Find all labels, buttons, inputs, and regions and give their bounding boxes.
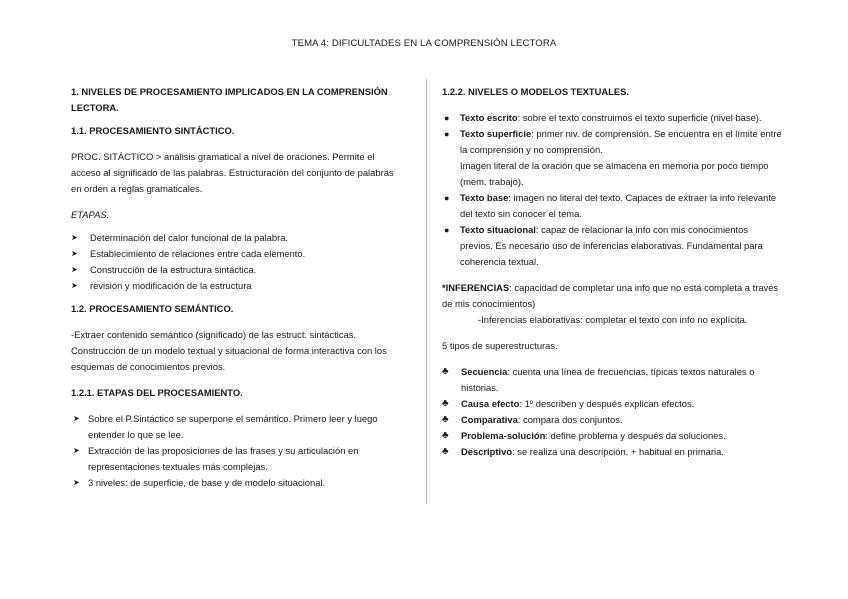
document-title: TEMA 4: DIFICULTADES EN LA COMPRENSIÓN LECTORA [291, 38, 557, 49]
arrow-bullet-icon: ➤ [71, 265, 78, 274]
heading-1-1: 1.1. PROCESAMIENTO SINTÁCTICO. [71, 125, 235, 136]
niveles-list [442, 110, 782, 270]
arrow-bullet-icon: ➤ [71, 249, 78, 258]
bullet-dot-icon: ● [444, 225, 450, 235]
heading-1-2-2: 1.2.2. NIVELES O MODELOS TEXTUALES. [442, 86, 630, 97]
club-bullet-icon: ♣ [442, 398, 449, 409]
list-item: ➤ 3 niveles: de superficie, de base y de modelo situacional. [71, 475, 404, 491]
arrow-bullet-icon: ➤ [73, 446, 80, 455]
list-item: ➤ Extracción de las proposiciones de las frases y su articulación en representaciones textuales más complejas. [73, 445, 359, 472]
list-item: ♣ Secuencia: cuenta una línea de frecuencias, típicas textos naturales o historias. [442, 366, 755, 393]
list-item: ➤ Construcción de la estructura sintáctica. [71, 262, 404, 278]
superestructuras-list [442, 364, 782, 460]
heading-1: 1. NIVELES DE PROCESAMIENTO IMPLICADOS EN LA COMPRENSIÓN LECTORA. [71, 86, 388, 113]
paragraph-sintactico: PROC. SITÁCTICO > análisis gramatical a nivel de oraciones. Permite el acceso al significado de las palabras. Estructuración del conjunto de palabras en orden a reglas gramaticales. [71, 151, 394, 194]
arrow-bullet-icon: ➤ [71, 281, 78, 290]
list-item: ● Texto situacional: capaz de relacionar la info con mis conocimientos previos. Es necesario uso de inferencias elaborativas. Fundamental para coherencia textual. [444, 224, 763, 267]
club-bullet-icon: ♣ [442, 366, 449, 377]
list-item: ♣ Causa efecto: 1º describen y después explican efectos. [442, 396, 782, 412]
arrow-bullet-icon: ➤ [71, 233, 78, 242]
bullet-dot-icon: ● [444, 113, 450, 123]
etapas-list [71, 230, 404, 294]
procesamiento-list [71, 411, 404, 491]
list-item: ● Texto escrito: sobre el texto construimos el texto superficie (nivel base). [442, 110, 782, 126]
list-item: ➤ Establecimiento de relaciones entre cada elemento. [71, 246, 404, 262]
club-bullet-icon: ♣ [442, 414, 449, 425]
list-item: ➤ revisión y modificación de la estructura [71, 278, 404, 294]
bullet-dot-icon: ● [444, 193, 450, 203]
list-item: ● Texto base: imagen no literal del texto. Capaces de extraer la info relevante del texto sin conocer el tema. [444, 192, 777, 219]
superestructuras-label: 5 tipos de superestructuras. [442, 340, 558, 351]
list-item: ➤ Determinación del calor funcional de la palabra. [71, 230, 404, 246]
etapas-label: ETAPAS. [71, 209, 110, 220]
paragraph-semantico: -Extraer contenido semántico (significado) de las estruct. sintácticas. Construcción de un modelo textual y situacional de forma interactiva con los esquemas de conocimientos previos. [71, 329, 387, 372]
list-item: ♣ Descriptivo: se realiza una descripción. + habitual en primaria. [442, 444, 782, 460]
right-column [442, 84, 782, 460]
arrow-bullet-icon: ➤ [73, 414, 80, 423]
bullet-dot-icon: ● [444, 129, 450, 139]
heading-1-2-1: 1.2.1. ETAPAS DEL PROCESAMIENTO. [71, 387, 243, 398]
club-bullet-icon: ♣ [442, 446, 449, 457]
column-divider [426, 79, 427, 504]
heading-1-2: 1.2. PROCESAMIENTO SEMÁNTICO. [71, 303, 234, 314]
list-item: ♣ Comparativa: compara dos conjuntos. [442, 412, 782, 428]
left-column [71, 84, 404, 491]
list-item: ♣ Problema-solución: define problema y después da soluciones. [442, 428, 782, 444]
arrow-bullet-icon: ➤ [73, 478, 80, 487]
inferencias-paragraph: *INFERENCIAS: capacidad de completar una info que no está completa a través de mis conocimientos) [442, 282, 779, 309]
club-bullet-icon: ♣ [442, 430, 449, 441]
list-item: ➤ Sobre el P.Sintáctico se superpone el semántico. Primero leer y luego entender lo que se lee. [73, 413, 378, 440]
inferencias-sub: -Inferencias elaborativas: completar el texto con info no explícita. [478, 314, 748, 325]
list-item: ● Texto superficie: primer niv. de comprensión. Se encuentra en el límite entre la comprensión y no comprensión. Imagen literal de la oración que se almacena en memoria por poco tiempo (mem. trabajo). [444, 128, 782, 187]
